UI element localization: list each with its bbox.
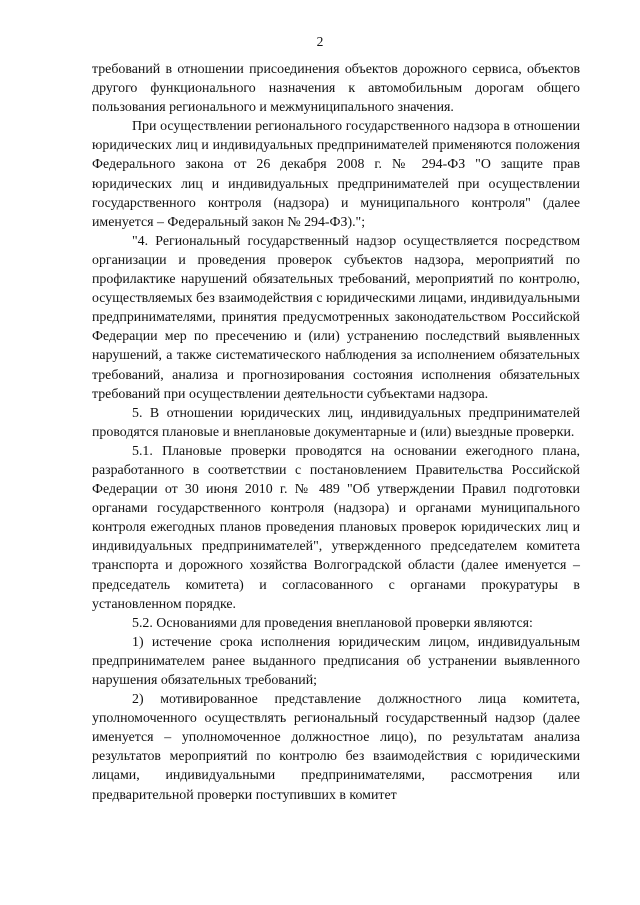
document-body: [92, 60, 580, 805]
paragraph-item-5-2: 5.2. Основаниями для проведения внеплановой проверки являются:: [132, 615, 533, 631]
paragraph-subitem-1: 1) истечение срока исполнения юридическим лицом, индивидуальным предпринимателем ранее выданного предписания об устранении выявленного нарушения обязательных требований;: [92, 634, 580, 688]
paragraph-continuation: требований в отношении присоединения объектов дорожного сервиса, объектов другого функционального назначения к автомобильным дорогам общего пользования регионального и межмуниципального значения.: [92, 62, 580, 116]
paragraph-item-4: "4. Региональный государственный надзор осуществляется посредством организации и проведения проверок субъектов надзора, мероприятий по профилактике нарушений обязательных требований, мероприятий по контролю, осуществляемых без взаимодействия с юридическими лицами, индивидуальными предпринимателями, принятия предусмотренных законодательством Российской Федерации мер по пресечению и (или) устранению последствий выявленных нарушений, а также систематического наблюдения за исполнением обязательных требований, анализа и прогнозирования состояния исполнения обязательных требований при осуществлении деятельности субъектами надзора.: [92, 233, 580, 402]
paragraph-supervision-law: При осуществлении регионального государственного надзора в отношении юридических лиц и индивидуальных предпринимателей применяются положения Федерального закона от 26 декабря 2008 г. № 294-ФЗ "О защите прав юридических лиц и индивидуальных предпринимателей при осуществлении государственного контроля (надзора) и муниципального контроля" (далее именуется – Федеральный закон № 294-ФЗ).";: [92, 119, 580, 230]
paragraph-subitem-2: 2) мотивированное представление должностного лица комитета, уполномоченного осуществлять региональный государственный надзор (далее именуется – уполномоченное должностное лицо), по результатам анализа результатов мероприятий по контролю без взаимодействия с юридическими лицами, индивидуальными предпринимателями, рассмотрения или предварительной проверки поступивших в комитет: [92, 692, 580, 803]
paragraph-item-5: 5. В отношении юридических лиц, индивидуальных предпринимателей проводятся плановые и внеплановые документарные и (или) выездные проверки.: [92, 405, 580, 440]
paragraph-item-5-1: 5.1. Плановые проверки проводятся на основании ежегодного плана, разработанного в соответствии с постановлением Правительства Российской Федерации от 30 июня 2010 г. № 489 "Об утверждении Правил подготовки органами государственного контроля (надзора) и органами муниципального контроля ежегодных планов проведения плановых проверок юридических лиц и индивидуальных предпринимателей", утвержденного председателем комитета транспорта и дорожного хозяйства Волгоградской области (далее именуется – председатель комитета) и согласованного с органами прокуратуры в установленном порядке.: [92, 443, 580, 612]
page-number: 2: [316, 34, 324, 49]
